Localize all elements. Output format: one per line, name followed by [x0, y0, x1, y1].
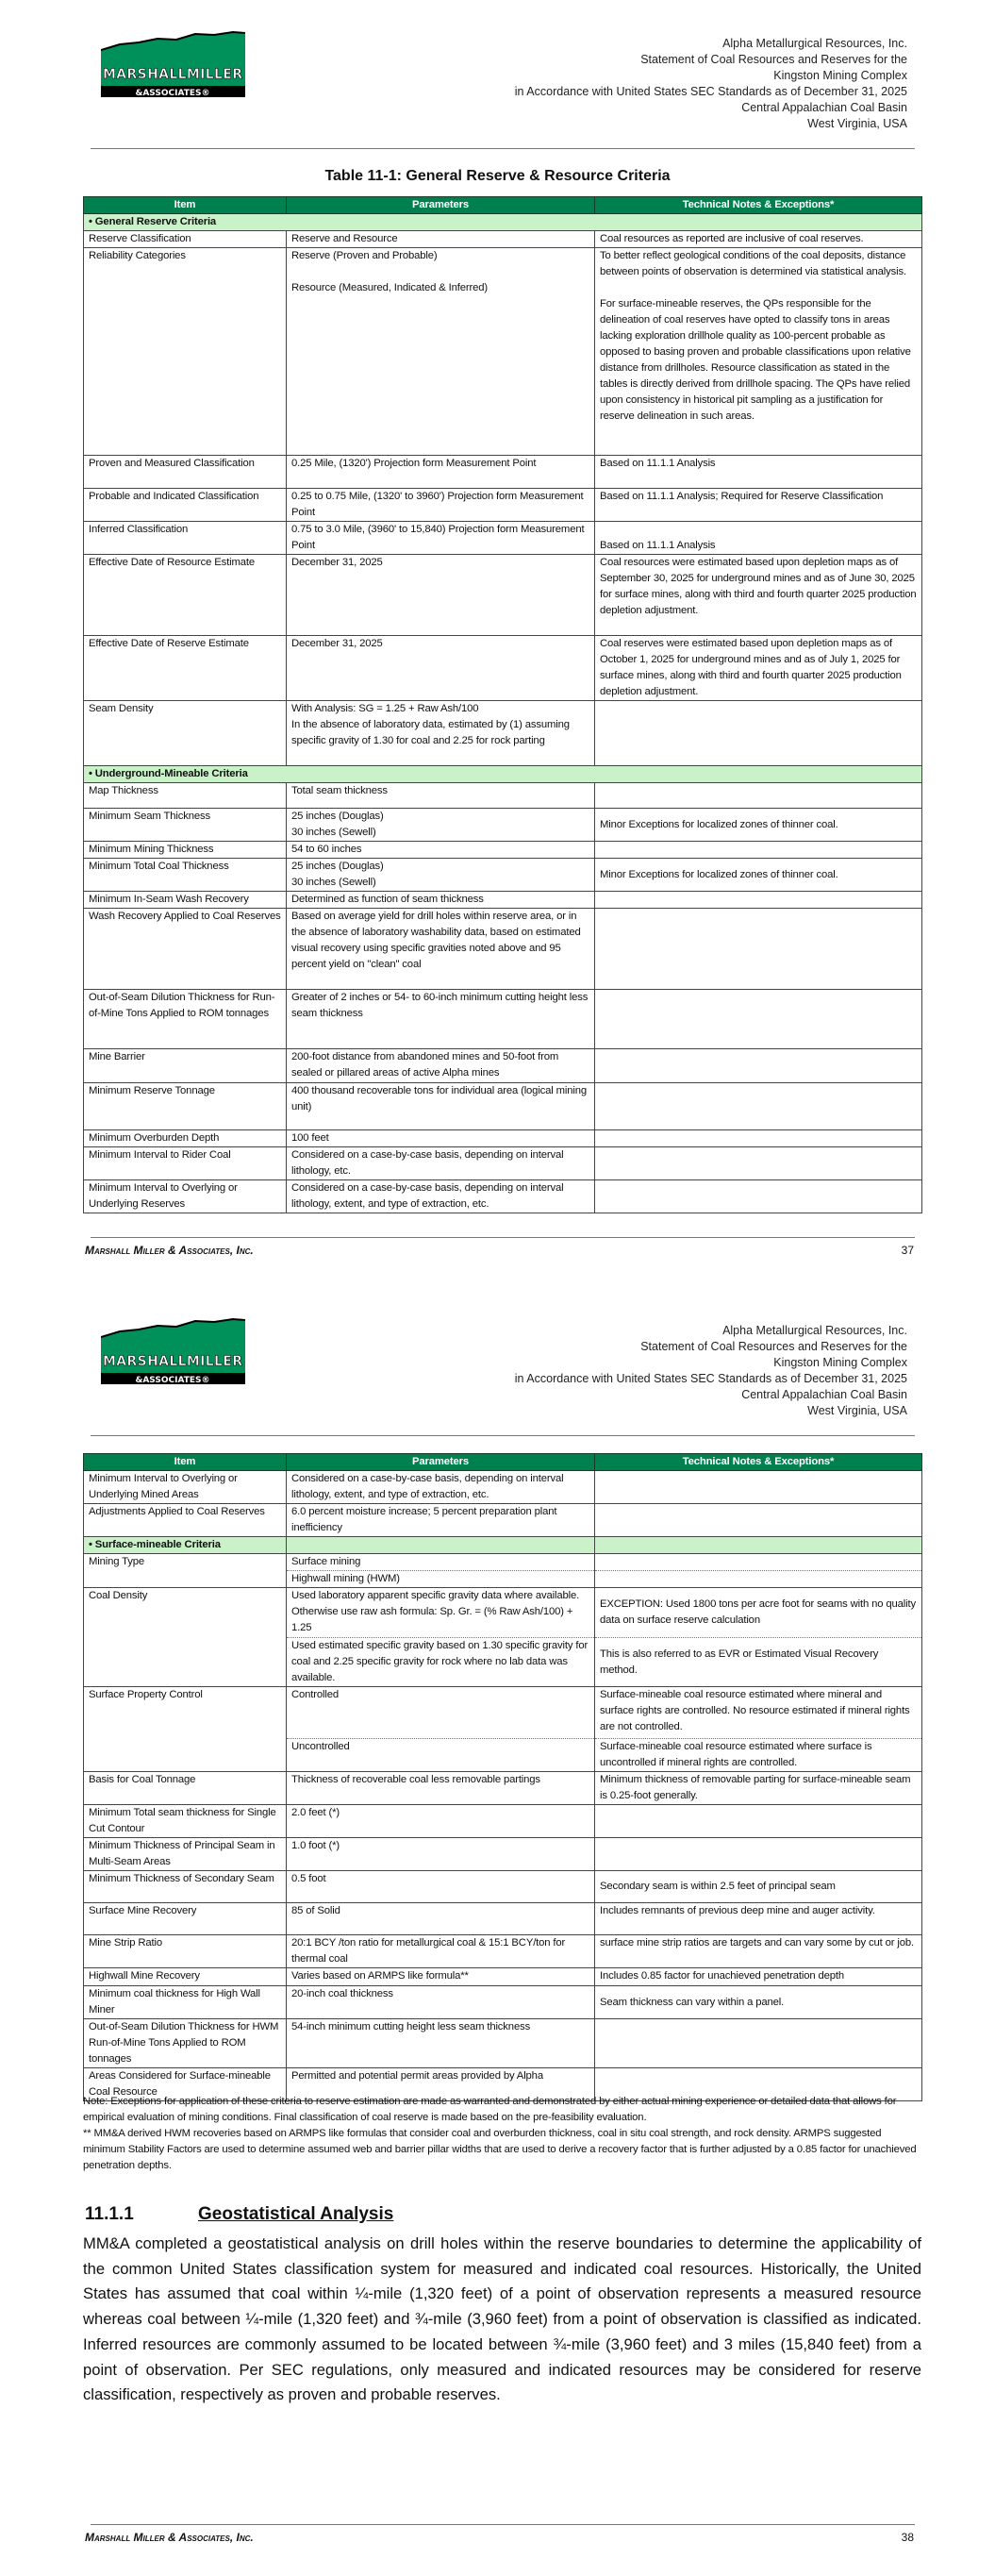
row-notes: [595, 2019, 922, 2068]
row-notes: [595, 1571, 922, 1588]
header-line: West Virginia, USA: [807, 117, 907, 130]
row-notes: Includes remnants of previous deep mine and auger activity.: [595, 1903, 922, 1935]
table-row: [84, 1554, 922, 1571]
row-item: Map Thickness: [84, 783, 287, 809]
table-row: [84, 1130, 922, 1147]
header-line: Statement of Coal Resources and Reserves for the: [640, 1340, 907, 1353]
row-notes: Surface-mineable coal resource estimated where surface is uncontrolled if mineral rights are controlled.: [595, 1739, 922, 1772]
row-parameters: 0.25 to 0.75 Mile, (1320' to 3960') Projection form Measurement Point: [287, 489, 595, 522]
row-notes: [595, 1130, 922, 1147]
row-item: Adjustments Applied to Coal Reserves: [84, 1504, 287, 1537]
company-logo: [101, 31, 245, 97]
row-notes: Coal resources as reported are inclusive of coal reserves.: [595, 231, 922, 248]
row-item: Seam Density: [84, 701, 287, 766]
row-parameters: Thickness of recoverable coal less removable partings: [287, 1772, 595, 1805]
row-parameters: Used laboratory apparent specific gravity data where available. Otherwise use raw ash formula: Sp. Gr. = (% Raw Ash/100) + 1.25: [287, 1588, 595, 1638]
row-item: Effective Date of Reserve Estimate: [84, 636, 287, 701]
row-notes: [595, 1554, 922, 1571]
report-header: [515, 1323, 907, 1419]
page-number: 37: [901, 1244, 914, 1257]
company-logo: [101, 1318, 245, 1384]
row-item: Out-of-Seam Dilution Thickness for HWM Run-of-Mine Tons Applied to ROM tonnages: [84, 2019, 287, 2068]
row-notes: [595, 1180, 922, 1213]
table-row: [84, 1772, 922, 1805]
table-row: [84, 1504, 922, 1537]
row-parameters: 25 inches (Douglas) 30 inches (Sewell): [287, 859, 595, 892]
table-row: [84, 1838, 922, 1871]
header-line: West Virginia, USA: [807, 1404, 907, 1417]
row-item: Effective Date of Resource Estimate: [84, 555, 287, 636]
row-item: Minimum In-Seam Wash Recovery: [84, 892, 287, 909]
row-parameters: Based on average yield for drill holes within reserve area, or in the absence of laboratory washability data, based on estimated visual recovery using specific gravities noted above and 95 percent yield on "clean" coal: [287, 909, 595, 990]
row-item: Reserve Classification: [84, 231, 287, 248]
footer-divider: [91, 2524, 915, 2525]
row-parameters: 6.0 percent moisture increase; 5 percent preparation plant inefficiency: [287, 1504, 595, 1537]
row-notes: [595, 1504, 922, 1537]
row-notes: To better reflect geological conditions of the coal deposits, distance between points of observation is determined via statistical analysis. For surface-mineable reserves, the QPs responsible for the delineation of coal reserves have opted to classify tons in areas lacking exploration drillhole quality as 100-percent probable as opposed to basing proven and probable classifications upon relative distance from drillholes. Resource classification as stated in the tables is directly derived from drillhole spacing. The QPs have relied upon consistency in historical pit sampling as a justification for reserve delineation in such areas.: [595, 248, 922, 456]
row-item: Minimum Thickness of Secondary Seam: [84, 1871, 287, 1903]
row-item: Minimum Seam Thickness: [84, 809, 287, 842]
table-row: [84, 522, 922, 555]
section-cell: [595, 1537, 922, 1554]
page-37: [0, 0, 995, 1287]
column-header: Technical Notes & Exceptions*: [595, 1454, 922, 1471]
section-body: MM&A completed a geostatistical analysis on drill holes within the reserve boundaries to determine the applicability of the common United States classification system for measured and indicated coal resources. Historically, the United States has assumed that coal within ¼-mile (1,320 feet) of a point of observation represents a measured resource whereas coal between ¼-mile (1,320 feet) and ¾-mile (3,960 feet) from a point of observation is classified as indicated. Inferred resources are commonly assumed to be located between ¾-mile (3,960 feet) and 3 miles (15,840 feet) from a point of observation. Per SEC regulations, only measured and indicated resources may be considered for reserve classification, respectively as proven and probable reserves.: [83, 2234, 921, 2404]
row-item: Highwall Mine Recovery: [84, 1968, 287, 1986]
section-number: 11.1.1: [85, 2204, 134, 2224]
row-item: Minimum Total seam thickness for Single Cut Contour: [84, 1805, 287, 1838]
row-notes: [595, 1147, 922, 1180]
column-header: Parameters: [287, 197, 595, 214]
table-row: [84, 892, 922, 909]
row-notes: Based on 11.1.1 Analysis: [595, 522, 922, 555]
column-header: Item: [84, 1454, 287, 1471]
row-notes: This is also referred to as EVR or Estimated Visual Recovery method.: [595, 1638, 922, 1687]
table-row: [84, 1471, 922, 1504]
table-header-row: [84, 1454, 922, 1471]
row-parameters: 200-foot distance from abandoned mines and 50-foot from sealed or pillared areas of active Alpha mines: [287, 1049, 595, 1083]
header-divider: [91, 148, 915, 149]
row-item: Minimum Reserve Tonnage: [84, 1083, 287, 1130]
table-note: Note: Exceptions for application of these criteria to reserve estimation are made as warranted and demonstrated by either actual mining experience or detailed data that allows for empirical evaluation of mining conditions. Final classification of coal reserve is made based on the pre-feasibility evaluation. ** MM&A derived HWM recoveries based on ARMPS like formulas that consider coal and overburden thickness, coal in situ coal strength, and rock density. ARMPS suggested minimum Stability Factors are used to determine assumed web and barrier pillar widths that are used to derive a recovery factor that is further adjusted by a 0.85 factor for unachieved penetration depths.: [83, 2096, 917, 2171]
table-row: [84, 1049, 922, 1083]
section-label: • Underground-Mineable Criteria: [84, 766, 922, 783]
row-parameters: Greater of 2 inches or 54- to 60-inch minimum cutting height less seam thickness: [287, 990, 595, 1049]
svg-text:MARSHALLMILLER: MARSHALLMILLER: [103, 67, 242, 82]
table-row: [84, 1588, 922, 1638]
row-notes: Secondary seam is within 2.5 feet of principal seam: [595, 1871, 922, 1903]
row-item: Mine Barrier: [84, 1049, 287, 1083]
svg-text:MARSHALLMILLER: MARSHALLMILLER: [103, 1354, 242, 1369]
table-row: [84, 990, 922, 1049]
row-notes: Seam thickness can vary within a panel.: [595, 1986, 922, 2019]
row-item: Mine Strip Ratio: [84, 1935, 287, 1968]
row-item: Minimum Total Coal Thickness: [84, 859, 287, 892]
header-line: Central Appalachian Coal Basin: [741, 1388, 907, 1401]
row-notes: Coal reserves were estimated based upon depletion maps as of October 1, 2025 for underground mines and as of July 1, 2025 for surface mines, along with third and fourth quarter 2025 production depletion adjustment.: [595, 636, 922, 701]
section-heading: [85, 2204, 393, 2225]
row-notes: [595, 1049, 922, 1083]
row-parameters: Reserve and Resource: [287, 231, 595, 248]
row-notes: [595, 701, 922, 766]
row-notes: Based on 11.1.1 Analysis: [595, 456, 922, 489]
table-row: [84, 248, 922, 456]
row-parameters: December 31, 2025: [287, 555, 595, 636]
row-notes: [595, 1838, 922, 1871]
row-parameters: Controlled: [287, 1687, 595, 1739]
row-item: Proven and Measured Classification: [84, 456, 287, 489]
section-row: [84, 766, 922, 783]
row-parameters: Highwall mining (HWM): [287, 1571, 595, 1588]
row-item: Surface Mine Recovery: [84, 1903, 287, 1935]
row-item: Mining Type: [84, 1554, 287, 1588]
report-header: [515, 36, 907, 132]
row-notes: Coal resources were estimated based upon depletion maps as of September 30, 2025 for underground mines and as of June 30, 2025 for surface mines, along with third and fourth quarter 2025 production depletion adjustment.: [595, 555, 922, 636]
table-row: [84, 1935, 922, 1968]
criteria-table-continued: [83, 1453, 922, 2101]
row-item: Coal Density: [84, 1588, 287, 1687]
header-line: Alpha Metallurgical Resources, Inc.: [722, 37, 907, 50]
row-item: Minimum Interval to Overlying or Underlying Reserves: [84, 1180, 287, 1213]
table-row: [84, 1083, 922, 1130]
svg-text:&ASSOCIATES®: &ASSOCIATES®: [135, 89, 210, 97]
section-row: [84, 1537, 922, 1554]
row-notes: surface mine strip ratios are targets and can vary some by cut or job.: [595, 1935, 922, 1968]
row-parameters: Determined as function of seam thickness: [287, 892, 595, 909]
row-parameters: Varies based on ARMPS like formula**: [287, 1968, 595, 1986]
table-row: [84, 1687, 922, 1739]
table-row: [84, 636, 922, 701]
row-item: Minimum Overburden Depth: [84, 1130, 287, 1147]
table-row: [84, 859, 922, 892]
row-notes: Minimum thickness of removable parting for surface-mineable seam is 0.25-foot generally.: [595, 1772, 922, 1805]
footer-company: Marshall Miller & Associates, Inc.: [85, 2531, 254, 2544]
row-notes: [595, 1471, 922, 1504]
row-item: Areas Considered for Surface-mineable Coal Resource: [84, 2068, 287, 2101]
row-notes: [595, 842, 922, 859]
row-parameters: 54 to 60 inches: [287, 842, 595, 859]
header-line: Alpha Metallurgical Resources, Inc.: [722, 1324, 907, 1337]
row-parameters: 2.0 feet (*): [287, 1805, 595, 1838]
table-row: [84, 1903, 922, 1935]
row-notes: [595, 1083, 922, 1130]
row-item: Wash Recovery Applied to Coal Reserves: [84, 909, 287, 990]
row-parameters: Used estimated specific gravity based on 1.30 specific gravity for coal and 2.25 specific gravity for rock where no lab data was available.: [287, 1638, 595, 1687]
row-parameters: Considered on a case-by-case basis, depending on interval lithology, extent, and type of extraction, etc.: [287, 1471, 595, 1504]
row-parameters: 0.25 Mile, (1320') Projection form Measurement Point: [287, 456, 595, 489]
row-parameters: 1.0 foot (*): [287, 1838, 595, 1871]
row-parameters: Reserve (Proven and Probable) Resource (Measured, Indicated & Inferred): [287, 248, 595, 456]
header-line: Statement of Coal Resources and Reserves for the: [640, 53, 907, 66]
row-parameters: With Analysis: SG = 1.25 + Raw Ash/100 In the absence of laboratory data, estimated by (1) assuming specific gravity of 1.30 for coal and 2.25 for rock parting: [287, 701, 595, 766]
column-header: Technical Notes & Exceptions*: [595, 197, 922, 214]
table-row: [84, 231, 922, 248]
row-notes: Based on 11.1.1 Analysis; Required for Reserve Classification: [595, 489, 922, 522]
section-label: • Surface-mineable Criteria: [84, 1537, 287, 1554]
table-row: [84, 1805, 922, 1838]
row-parameters: 0.75 to 3.0 Mile, (3960' to 15,840) Projection form Measurement Point: [287, 522, 595, 555]
row-item: Reliability Categories: [84, 248, 287, 456]
header-line: Central Appalachian Coal Basin: [741, 101, 907, 114]
row-item: Inferred Classification: [84, 522, 287, 555]
row-parameters: 100 feet: [287, 1130, 595, 1147]
row-item: Minimum Thickness of Principal Seam in Multi-Seam Areas: [84, 1838, 287, 1871]
header-line: Kingston Mining Complex: [773, 1356, 907, 1369]
table-row: [84, 489, 922, 522]
header-line: in Accordance with United States SEC Standards as of December 31, 2025: [514, 1372, 907, 1385]
table-row: [84, 1968, 922, 1986]
row-item: Minimum coal thickness for High Wall Miner: [84, 1986, 287, 2019]
row-parameters: December 31, 2025: [287, 636, 595, 701]
table-row: [84, 1147, 922, 1180]
row-parameters: Uncontrolled: [287, 1739, 595, 1772]
row-parameters: Total seam thickness: [287, 783, 595, 809]
row-parameters: Considered on a case-by-case basis, depending on interval lithology, etc.: [287, 1147, 595, 1180]
row-notes: [595, 892, 922, 909]
row-parameters: Surface mining: [287, 1554, 595, 1571]
footer-company: Marshall Miller & Associates, Inc.: [85, 1244, 254, 1257]
table-row: [84, 456, 922, 489]
row-notes: [595, 1805, 922, 1838]
row-notes: [595, 990, 922, 1049]
row-parameters: 400 thousand recoverable tons for individual area (logical mining unit): [287, 1083, 595, 1130]
criteria-table: [83, 196, 922, 1213]
row-notes: EXCEPTION: Used 1800 tons per acre foot for seams with no quality data on surface reserve calculation: [595, 1588, 922, 1638]
header-divider: [91, 1435, 915, 1436]
row-parameters: 85 of Solid: [287, 1903, 595, 1935]
header-line: Kingston Mining Complex: [773, 69, 907, 82]
row-parameters: 20-inch coal thickness: [287, 1986, 595, 2019]
header-line: in Accordance with United States SEC Standards as of December 31, 2025: [514, 85, 907, 98]
row-item: Minimum Interval to Rider Coal: [84, 1147, 287, 1180]
column-header: Parameters: [287, 1454, 595, 1471]
table-row: [84, 1986, 922, 2019]
row-parameters: 25 inches (Douglas) 30 inches (Sewell): [287, 809, 595, 842]
svg-text:&ASSOCIATES®: &ASSOCIATES®: [135, 1376, 210, 1384]
section-title: Geostatistical Analysis: [198, 2204, 394, 2224]
column-header: Item: [84, 197, 287, 214]
row-parameters: 54-inch minimum cutting height less seam thickness: [287, 2019, 595, 2068]
table-row: [84, 555, 922, 636]
section-row: [84, 214, 922, 231]
row-notes: [595, 909, 922, 990]
table-row: [84, 809, 922, 842]
row-notes: Surface-mineable coal resource estimated where mineral and surface rights are controlled. No resource estimated if mineral rights are not controlled.: [595, 1687, 922, 1739]
table-title: Table 11-1: General Reserve & Resource Criteria: [324, 168, 671, 184]
row-item: Minimum Mining Thickness: [84, 842, 287, 859]
row-item: Out-of-Seam Dilution Thickness for Run-of-Mine Tons Applied to ROM tonnages: [84, 990, 287, 1049]
section-label: • General Reserve Criteria: [84, 214, 922, 231]
footer-divider: [91, 1237, 915, 1238]
row-notes: [595, 783, 922, 809]
table-row: [84, 783, 922, 809]
row-item: Basis for Coal Tonnage: [84, 1772, 287, 1805]
row-parameters: Permitted and potential permit areas provided by Alpha: [287, 2068, 595, 2101]
row-parameters: 0.5 foot: [287, 1871, 595, 1903]
row-parameters: 20:1 BCY /ton ratio for metallurgical coal & 15:1 BCY/ton for thermal coal: [287, 1935, 595, 1968]
table-header-row: [84, 197, 922, 214]
table-row: [84, 2019, 922, 2068]
row-item: Surface Property Control: [84, 1687, 287, 1772]
row-parameters: Considered on a case-by-case basis, depending on interval lithology, extent, and type of extraction, etc.: [287, 1180, 595, 1213]
section-cell: [287, 1537, 595, 1554]
row-notes: Includes 0.85 factor for unachieved penetration depth: [595, 1968, 922, 1986]
table-row: [84, 909, 922, 990]
row-item: Minimum Interval to Overlying or Underlying Mined Areas: [84, 1471, 287, 1504]
table-row: [84, 842, 922, 859]
table-row: [84, 701, 922, 766]
row-notes: Minor Exceptions for localized zones of thinner coal.: [595, 859, 922, 892]
row-item: Probable and Indicated Classification: [84, 489, 287, 522]
table-row: [84, 1180, 922, 1213]
row-notes: Minor Exceptions for localized zones of thinner coal.: [595, 809, 922, 842]
table-row: [84, 1871, 922, 1903]
page-number: 38: [901, 2531, 914, 2544]
